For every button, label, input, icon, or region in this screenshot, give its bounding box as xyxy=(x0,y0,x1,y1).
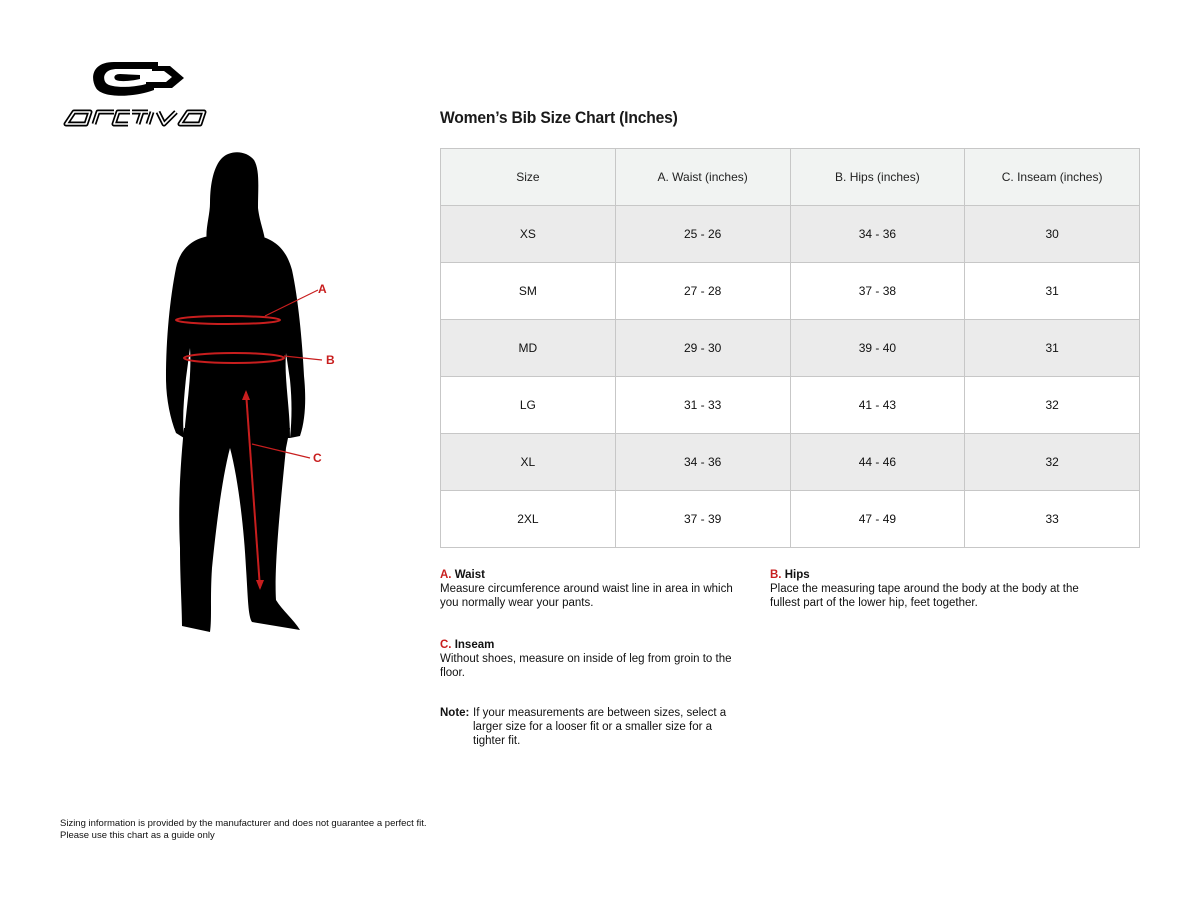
table-row xyxy=(441,491,1140,548)
note-inseam-title: Inseam xyxy=(454,639,495,651)
cell-inseam: 31 xyxy=(965,263,1140,320)
cell-inseam: 32 xyxy=(965,434,1140,491)
body-silhouette xyxy=(150,148,350,638)
cell-hips: 41 - 43 xyxy=(790,377,965,434)
table-header-row xyxy=(441,149,1140,206)
cell-size: LG xyxy=(441,377,616,434)
cell-waist: 31 - 33 xyxy=(615,377,790,434)
header-hips: B. Hips (inches) xyxy=(790,149,965,206)
cell-size: XL xyxy=(441,434,616,491)
label-a: A xyxy=(318,282,327,296)
size-table xyxy=(440,148,1140,548)
note-hips-title: Hips xyxy=(784,569,810,581)
cell-waist: 37 - 39 xyxy=(615,491,790,548)
cell-size: SM xyxy=(441,263,616,320)
table-row xyxy=(441,206,1140,263)
table-row xyxy=(441,434,1140,491)
note-waist-letter: A. xyxy=(440,569,452,581)
disclaimer-line-2: Please use this chart as a guide only xyxy=(60,830,215,841)
cell-hips: 47 - 49 xyxy=(790,491,965,548)
cell-waist: 25 - 26 xyxy=(615,206,790,263)
cell-size: MD xyxy=(441,320,616,377)
cell-waist: 29 - 30 xyxy=(615,320,790,377)
cell-inseam: 33 xyxy=(965,491,1140,548)
header-size: Size xyxy=(441,149,616,206)
label-b: B xyxy=(326,353,335,367)
cell-inseam: 30 xyxy=(965,206,1140,263)
cell-size: XS xyxy=(441,206,616,263)
cell-inseam: 31 xyxy=(965,320,1140,377)
note-text: If your measurements are between sizes, select a larger size for a looser fit or a smaller size for a tighter fit. xyxy=(473,707,727,747)
cell-hips: 39 - 40 xyxy=(790,320,965,377)
cell-hips: 37 - 38 xyxy=(790,263,965,320)
cell-waist: 27 - 28 xyxy=(615,263,790,320)
disclaimer-line-1: Sizing information is provided by the manufacturer and does not guarantee a perfect fit. xyxy=(60,818,427,829)
table-row xyxy=(441,320,1140,377)
cell-hips: 44 - 46 xyxy=(790,434,965,491)
header-inseam: C. Inseam (inches) xyxy=(965,149,1140,206)
page-title: Women’s Bib Size Chart (Inches) xyxy=(440,108,678,127)
table-row xyxy=(441,263,1140,320)
note-inseam-letter: C. xyxy=(440,639,452,651)
disclaimer xyxy=(60,818,427,842)
note-hips xyxy=(770,568,1080,610)
note-inseam xyxy=(440,638,740,680)
cell-waist: 34 - 36 xyxy=(615,434,790,491)
header-waist: A. Waist (inches) xyxy=(615,149,790,206)
note-waist xyxy=(440,568,740,610)
note-label: Note: xyxy=(440,707,470,719)
note-general xyxy=(440,706,730,748)
note-waist-text: Measure circumference around waist line in area in which you normally wear your pants. xyxy=(440,583,733,609)
table-row xyxy=(441,377,1140,434)
note-hips-text: Place the measuring tape around the body at the body at the fullest part of the lower hip, feet together. xyxy=(770,583,1079,609)
arctiva-logo xyxy=(62,58,212,130)
note-waist-title: Waist xyxy=(454,569,485,581)
cell-inseam: 32 xyxy=(965,377,1140,434)
cell-size: 2XL xyxy=(441,491,616,548)
note-inseam-text: Without shoes, measure on inside of leg from groin to the floor. xyxy=(440,653,732,679)
note-hips-letter: B. xyxy=(770,569,782,581)
label-c: C xyxy=(313,451,322,465)
cell-hips: 34 - 36 xyxy=(790,206,965,263)
